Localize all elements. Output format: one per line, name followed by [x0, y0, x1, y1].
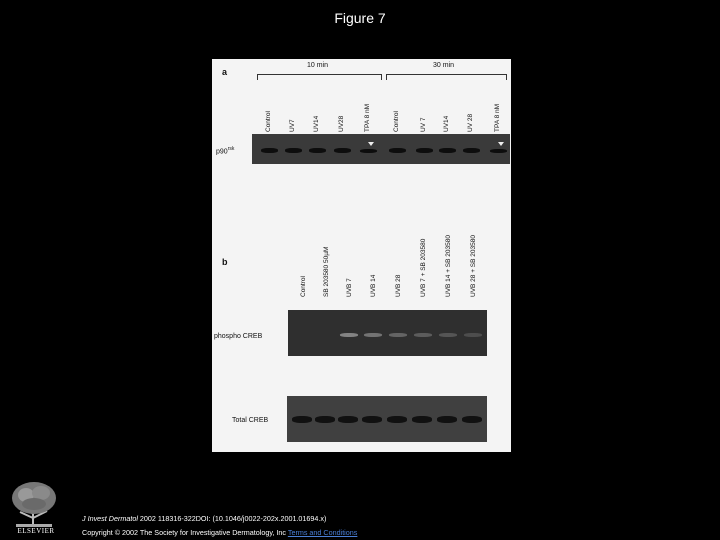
phospho-creb-band	[364, 333, 382, 337]
p90-band	[463, 148, 480, 153]
lane-label-a: UV14	[443, 115, 450, 132]
blot-phospho-creb	[288, 310, 487, 356]
phospho-creb-band	[439, 333, 457, 337]
lane-label-b: UVB 14	[370, 274, 377, 297]
row-label-rsk: rsk	[227, 146, 235, 152]
panel-b-letter: b	[222, 257, 228, 267]
lane-label-a: UV7	[289, 119, 296, 132]
arrowhead-icon	[498, 142, 504, 146]
p90-band	[285, 148, 302, 153]
p90-band	[389, 148, 406, 153]
p90-band	[261, 148, 278, 153]
citation-details: 2002 118316-322DOI: (10.1046/j0022-202x.2001.01694.x)	[137, 514, 327, 523]
row-label-p90rsk	[216, 146, 234, 155]
total-creb-band	[412, 416, 432, 423]
lane-label-a: UV 28	[467, 113, 474, 132]
group-label-30min: 30 min	[433, 62, 455, 69]
copyright	[82, 528, 357, 537]
total-creb-band	[338, 416, 358, 423]
total-creb-band	[292, 416, 312, 423]
p90-band	[439, 148, 456, 153]
lane-label-b: UVB 7 + SB 203580	[420, 238, 427, 297]
total-creb-band	[437, 416, 457, 423]
copyright-text: Copyright © 2002 The Society for Investigative Dermatology, Inc	[82, 528, 288, 537]
lane-label-b: UVB 14 + SB 203580	[445, 235, 452, 297]
bracket-30min	[386, 74, 507, 80]
journal-name: J Invest Dermatol	[82, 514, 138, 523]
lane-label-a: UV28	[338, 115, 345, 132]
row-label-p90: p90	[216, 148, 228, 156]
phospho-creb-band	[414, 333, 432, 337]
arrowhead-icon	[368, 142, 374, 146]
lane-label-a: Control	[265, 111, 272, 132]
total-creb-band	[315, 416, 335, 423]
elsevier-wordmark: ELSEVIER	[17, 527, 55, 535]
lane-label-b: UVB 28	[395, 274, 402, 297]
bracket-10min	[257, 74, 382, 80]
lane-label-a: Control	[393, 111, 400, 132]
group-label-10min: 10 min	[307, 62, 329, 69]
lane-label-b: UVB 7	[346, 278, 353, 297]
phospho-creb-band	[340, 333, 358, 337]
phospho-creb-band	[389, 333, 407, 337]
lane-label-b: SB 203580 50µM	[323, 246, 330, 297]
lane-label-a: UV14	[313, 115, 320, 132]
total-creb-band	[387, 416, 407, 423]
p90-band	[490, 149, 507, 153]
figure-image	[212, 59, 511, 452]
terms-link[interactable]: Terms and Conditions	[287, 528, 358, 537]
citation	[82, 514, 326, 523]
total-creb-band	[462, 416, 482, 423]
p90-band	[360, 149, 377, 153]
blot-total-creb	[287, 396, 487, 442]
lane-label-a: TPA 8 nM	[494, 103, 501, 132]
lane-label-a: TPA 8 nM	[364, 103, 371, 132]
row-label-total-creb: Total CREB	[232, 417, 269, 424]
lane-label-b: UVB 28 + SB 203580	[470, 235, 477, 297]
total-creb-band	[362, 416, 382, 423]
blot-p90rsk	[252, 134, 510, 164]
p90-band	[334, 148, 351, 153]
slide-title: Figure 7	[334, 10, 386, 26]
panel-a-letter: a	[222, 67, 228, 77]
p90-band	[416, 148, 433, 153]
p90-band	[309, 148, 326, 153]
phospho-creb-band	[464, 333, 482, 337]
row-label-phospho-creb: phospho CREB	[214, 333, 263, 340]
lane-label-b: Control	[300, 276, 307, 297]
lane-label-a: UV 7	[420, 117, 427, 132]
